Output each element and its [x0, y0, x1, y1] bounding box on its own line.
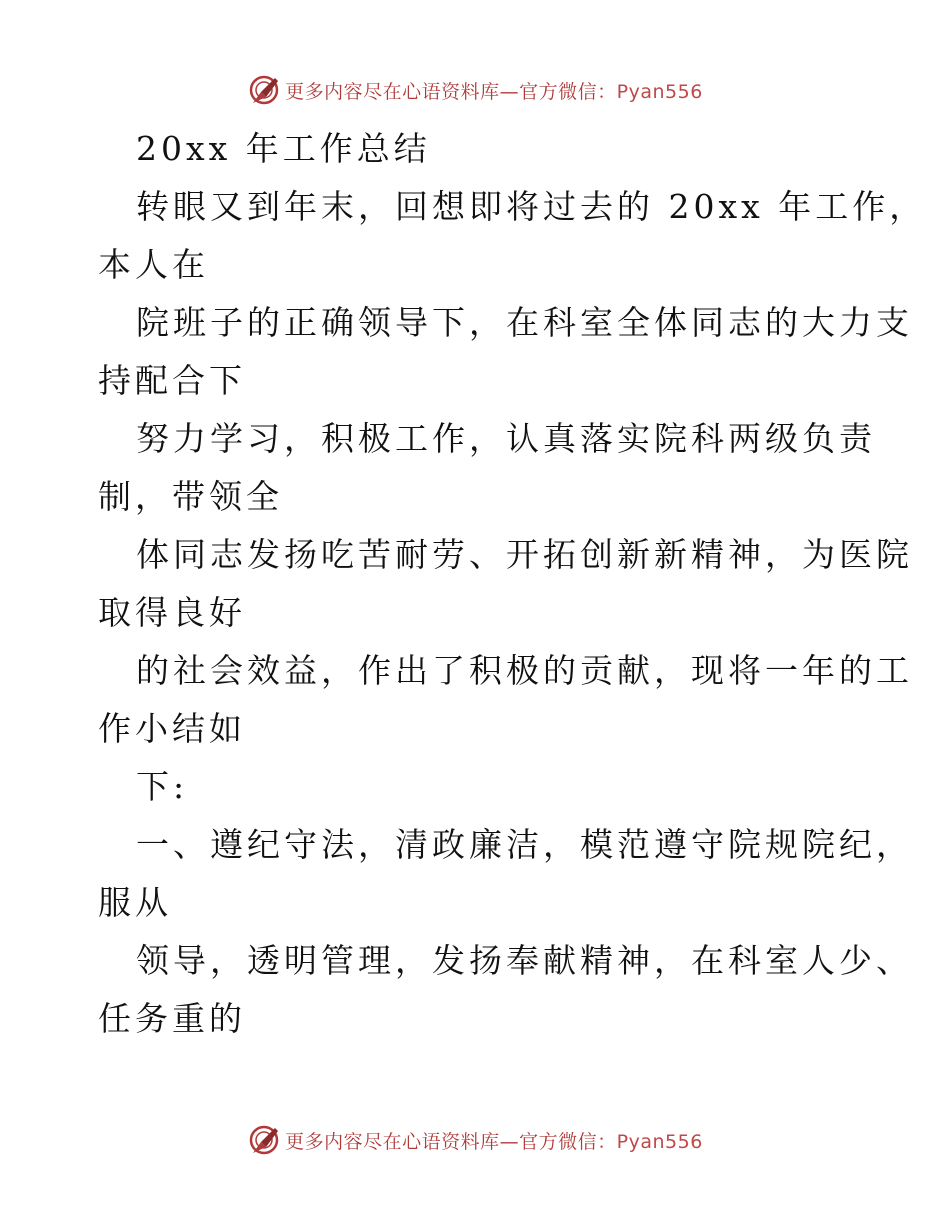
watermark-text [285, 77, 703, 104]
doc-line: 领导，透明管理，发扬奉献精神，在科室人少、 [136, 941, 913, 980]
doc-line: 院班子的正确领导下，在科室全体同志的大力支 [136, 303, 913, 342]
watermark-id: Pyan556 [616, 80, 703, 103]
watermark-id: Pyan556 [616, 1130, 703, 1153]
doc-line: 本人在 [98, 245, 209, 284]
doc-line: 取得良好 [98, 593, 246, 632]
doc-line: 一、遵纪守法，清政廉洁，模范遵守院规院纪， [136, 825, 913, 864]
doc-line: 转眼又到年末，回想即将过去的 20xx 年工作， [136, 187, 927, 226]
doc-line: 服从 [98, 883, 172, 922]
pen-logo-icon [247, 1123, 281, 1157]
document-body [98, 120, 927, 1048]
watermark-footer [0, 1120, 950, 1160]
watermark-main-text: 更多内容尽在心语资料库—官方微信： [285, 1130, 617, 1153]
doc-line: 制，带领全 [98, 477, 283, 516]
doc-line: 努力学习，积极工作，认真落实院科两级负责 [136, 419, 876, 458]
doc-line: 的社会效益，作出了积极的贡献，现将一年的工 [136, 651, 913, 690]
doc-line: 任务重的 [98, 999, 246, 1038]
doc-title: 20xx 年工作总结 [136, 129, 431, 168]
watermark-main-text: 更多内容尽在心语资料库—官方微信： [285, 80, 617, 103]
doc-line: 体同志发扬吃苦耐劳、开拓创新新精神，为医院 [136, 535, 913, 574]
doc-line: 作小结如 [98, 709, 246, 748]
pen-logo-icon [247, 73, 281, 107]
doc-line: 下: [136, 767, 189, 806]
doc-line: 持配合下 [98, 361, 246, 400]
watermark-header [0, 70, 950, 110]
watermark-text [285, 1127, 703, 1154]
